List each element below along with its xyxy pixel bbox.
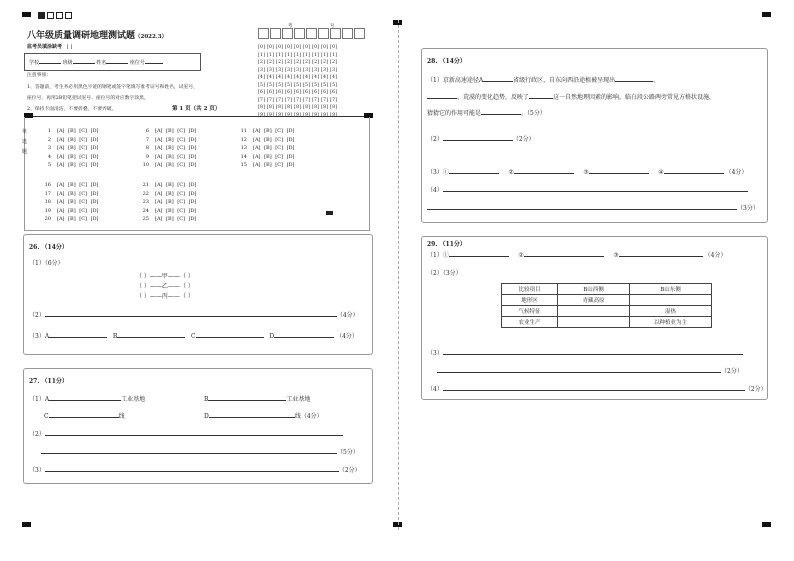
choice-row[interactable] [44, 136, 99, 144]
answer-options[interactable]: [A] [B] [C] [D] [57, 136, 99, 143]
exam-number-cell[interactable] [306, 28, 317, 39]
choice-row[interactable] [142, 198, 197, 206]
header-squares [38, 12, 74, 19]
exam-number-cell[interactable] [258, 28, 269, 39]
q27-part1-a[interactable]: （1）A 工业基地 [29, 396, 146, 403]
q26-part3[interactable]: （3）A B C D （4分） [29, 333, 358, 340]
q29-part2: （2）（3分） [427, 270, 462, 277]
q26-row-jia[interactable]: （ ）——甲——（ ） [136, 273, 194, 280]
question-number: 24 [142, 207, 149, 214]
q29-part4[interactable]: （4） （2分） [427, 386, 767, 393]
q29-part3[interactable]: （3） [427, 350, 743, 358]
answer-options[interactable]: [A] [B] [C] [D] [253, 153, 295, 160]
question-number: 16 [44, 182, 51, 188]
choice-row[interactable] [44, 127, 99, 135]
exam-number-cell[interactable] [318, 28, 329, 39]
q26-part2[interactable]: （2） （4分） [29, 312, 359, 319]
q29-title: 29. （11分） [427, 241, 466, 248]
question-number: 13 [240, 145, 247, 152]
question-number: 21 [142, 182, 149, 188]
answer-options[interactable]: [A] [B] [C] [D] [57, 207, 99, 214]
bubble-row[interactable]: [0] [0] [0] [0] [0] [0] [0] [0] [0] [258, 45, 338, 50]
question-number: 20 [44, 216, 51, 223]
choice-row[interactable] [142, 127, 197, 135]
answer-options[interactable]: [A] [B] [C] [D] [57, 199, 99, 206]
choice-row[interactable] [142, 153, 197, 161]
question-number: 23 [142, 199, 149, 206]
choice-row[interactable] [44, 161, 99, 169]
q26-part1: （1）（6分） [29, 260, 64, 267]
page-divider [398, 20, 399, 530]
corner-marker [22, 522, 31, 527]
answer-options[interactable]: [A] [B] [C] [D] [57, 153, 99, 160]
q28-part1-line1[interactable]: （1）京新高速途径A 省级行政区，自东向西沿途植被呈现出 、 [427, 77, 660, 84]
choice-row[interactable] [142, 136, 197, 144]
q29-part1[interactable]: （1）① ② ③ （4分） [427, 252, 727, 259]
answer-options[interactable]: [A] [B] [C] [D] [155, 190, 197, 197]
question-number: 8 [145, 145, 149, 152]
q29-compare-table: 比较项目 B山西侧 B山东侧 地形区 青藏高原 气候特征 湿热 农业生产 以种植业为主 [501, 283, 712, 328]
question-number: 7 [145, 136, 149, 143]
choice-row[interactable] [44, 198, 99, 206]
bubble-row[interactable]: [5] [5] [5] [5] [5] [5] [5] [5] [5] [258, 82, 338, 88]
q28-box [421, 48, 768, 223]
answer-options[interactable]: [A] [B] [C] [D] [155, 182, 197, 188]
answer-options[interactable]: [A] [B] [C] [D] [155, 153, 197, 160]
answer-options[interactable]: [A] [B] [C] [D] [155, 207, 197, 214]
bubble-row[interactable]: [1] [1] [1] [1] [1] [1] [1] [1] [1] [258, 52, 338, 58]
question-number: 9 [145, 153, 149, 160]
choice-row[interactable] [240, 136, 295, 144]
question-number: 18 [44, 199, 51, 206]
question-number: 2 [47, 136, 51, 143]
answer-options[interactable]: [A] [B] [C] [D] [57, 216, 99, 223]
corner-marker [762, 12, 771, 17]
question-number: 10 [142, 162, 149, 169]
notes-title: 注意事项： [27, 73, 51, 78]
exam-number-cell[interactable] [294, 28, 305, 39]
q27-part1-c[interactable]: C 线 [44, 413, 125, 420]
kaohao-label: 考 [288, 24, 293, 29]
answer-options[interactable]: [A] [B] [C] [D] [155, 199, 197, 206]
exam-title: 八年级质量调研地理测试题（2022.3） [27, 31, 168, 41]
bubble-row[interactable]: [2] [2] [2] [2] [2] [2] [2] [2] [2] [258, 60, 338, 65]
exam-number-cell[interactable] [270, 28, 281, 39]
answer-options[interactable]: [A] [B] [C] [D] [253, 136, 295, 143]
answer-options[interactable]: [A] [B] [C] [D] [57, 162, 99, 169]
bubble-row[interactable]: [9] [9] [9] [9] [9] [9] [9] [9] [9] [258, 112, 338, 118]
choice-row[interactable] [240, 127, 295, 135]
q28-title: 28. （14分） [427, 58, 466, 65]
exam-number-cell[interactable] [354, 28, 365, 39]
bubble-row[interactable]: [6] [6] [6] [6] [6] [6] [6] [6] [6] [258, 90, 338, 95]
q26-title: 26. （14分） [29, 244, 68, 251]
question-number: 3 [47, 145, 51, 152]
choice-row[interactable] [240, 161, 295, 169]
q28-part1-line2[interactable]: 、荒漠的变化趋势，反映了 这一自然地理因素的影响。临白段公路两旁常见方格状设施， [427, 94, 715, 102]
question-number: 12 [240, 136, 247, 143]
question-number: 17 [44, 190, 51, 197]
question-number: 1 [47, 128, 51, 134]
choice-row[interactable] [44, 153, 99, 161]
q27-title: 27. （11分） [29, 378, 68, 385]
student-info-box: 学校 班级 姓名 座位号 [24, 53, 201, 71]
question-number: 25 [142, 216, 149, 223]
choice-row[interactable] [44, 181, 99, 189]
answer-options[interactable]: [A] [B] [C] [D] [253, 128, 295, 134]
q26-row-yi[interactable]: （ ）——乙——（ ） [136, 283, 194, 290]
corner-marker [762, 522, 771, 527]
choice-row[interactable] [142, 181, 197, 189]
question-number: 14 [240, 153, 247, 160]
question-number: 11 [240, 128, 247, 134]
page-number: 第 1 页（共 2 页） [172, 106, 221, 112]
corner-marker [326, 211, 333, 215]
q28-part2[interactable]: （2） （2分） [427, 136, 535, 143]
q27-box [23, 368, 373, 484]
answer-options[interactable]: [A] [B] [C] [D] [253, 162, 295, 169]
question-number: 15 [240, 162, 247, 169]
q28-part3[interactable]: （3）① ② ③ ④ （4分） [427, 169, 748, 176]
question-number: 19 [44, 207, 51, 214]
question-number: 4 [47, 153, 51, 160]
choice-row[interactable] [142, 190, 197, 198]
kaohao-label: 号 [330, 24, 335, 29]
q28-part4-line2[interactable]: （3分） [427, 205, 759, 213]
exam-number-cell[interactable] [330, 28, 341, 39]
q27-part1-b[interactable]: B 工业基地 [204, 396, 311, 403]
choice-row[interactable] [142, 207, 197, 215]
answer-options[interactable]: [A] [B] [C] [D] [155, 128, 197, 134]
choice-row[interactable] [44, 215, 99, 223]
note-1: 1、答题前，考生务必用黑色字迹的钢笔或签字笔填写准考证号和姓名，试室号， [27, 85, 198, 90]
q26-row-bing[interactable]: （ ）——丙——（ ） [136, 293, 194, 300]
answer-options[interactable]: [A] [B] [C] [D] [253, 145, 295, 152]
note-2: 2、保持卡面清洁，不要折叠，不要弄破。 [27, 107, 117, 112]
answer-options[interactable]: [A] [B] [C] [D] [57, 145, 99, 152]
bubble-row[interactable]: [3] [3] [3] [3] [3] [3] [3] [3] [3] [258, 67, 338, 73]
answer-options[interactable]: [A] [B] [C] [D] [57, 182, 99, 188]
exam-number-cell[interactable] [282, 28, 293, 39]
choice-row[interactable] [142, 215, 197, 223]
choice-row[interactable] [240, 153, 295, 161]
q26-box [23, 234, 373, 355]
bubble-row[interactable]: [7] [7] [7] [7] [7] [7] [7] [7] [7] [258, 97, 338, 103]
answer-options[interactable]: [A] [B] [C] [D] [155, 145, 197, 152]
note-1b: 座位号，再用2B铅笔把试室号、座位号的对应数字涂黑。 [27, 96, 149, 101]
answer-options[interactable]: [A] [B] [C] [D] [155, 136, 197, 143]
q29-box [421, 236, 768, 400]
choice-row[interactable] [142, 161, 197, 169]
absent-mark: 监考员填涂缺考 [ ] [27, 44, 73, 50]
q28-part1-line3[interactable]: 猜猜它的作用可能是 。（5分） [427, 110, 546, 117]
choice-row[interactable] [44, 207, 99, 215]
choice-label: 单 选 题 [22, 129, 28, 155]
question-number: 6 [145, 128, 149, 134]
q27-part1-d[interactable]: D 线（4分） [204, 413, 323, 420]
choice-row[interactable] [44, 144, 99, 152]
bubble-row[interactable]: [8] [8] [8] [8] [8] [8] [8] [8] [8] [258, 105, 338, 110]
question-number: 22 [142, 190, 149, 197]
q28-part4[interactable]: （4） [427, 187, 748, 195]
bubble-row[interactable]: [4] [4] [4] [4] [4] [4] [4] [4] [4] [258, 75, 338, 80]
corner-marker [22, 12, 31, 17]
question-number: 5 [47, 162, 51, 169]
choice-row[interactable] [44, 190, 99, 198]
q27-part2-line2[interactable]: （5分） [29, 449, 359, 457]
answer-options[interactable]: [A] [B] [C] [D] [57, 190, 99, 197]
q27-part2[interactable]: （2） [29, 431, 343, 439]
answer-options[interactable]: [A] [B] [C] [D] [155, 162, 197, 169]
choice-row[interactable] [240, 144, 295, 152]
q29-part3-line2[interactable]: （2分） [427, 368, 743, 376]
answer-options[interactable]: [A] [B] [C] [D] [57, 128, 99, 134]
exam-number-cell[interactable] [342, 28, 353, 39]
q27-part3[interactable]: （3） （2分） [29, 467, 361, 474]
choice-row[interactable] [142, 144, 197, 152]
answer-options[interactable]: [A] [B] [C] [D] [155, 216, 197, 223]
